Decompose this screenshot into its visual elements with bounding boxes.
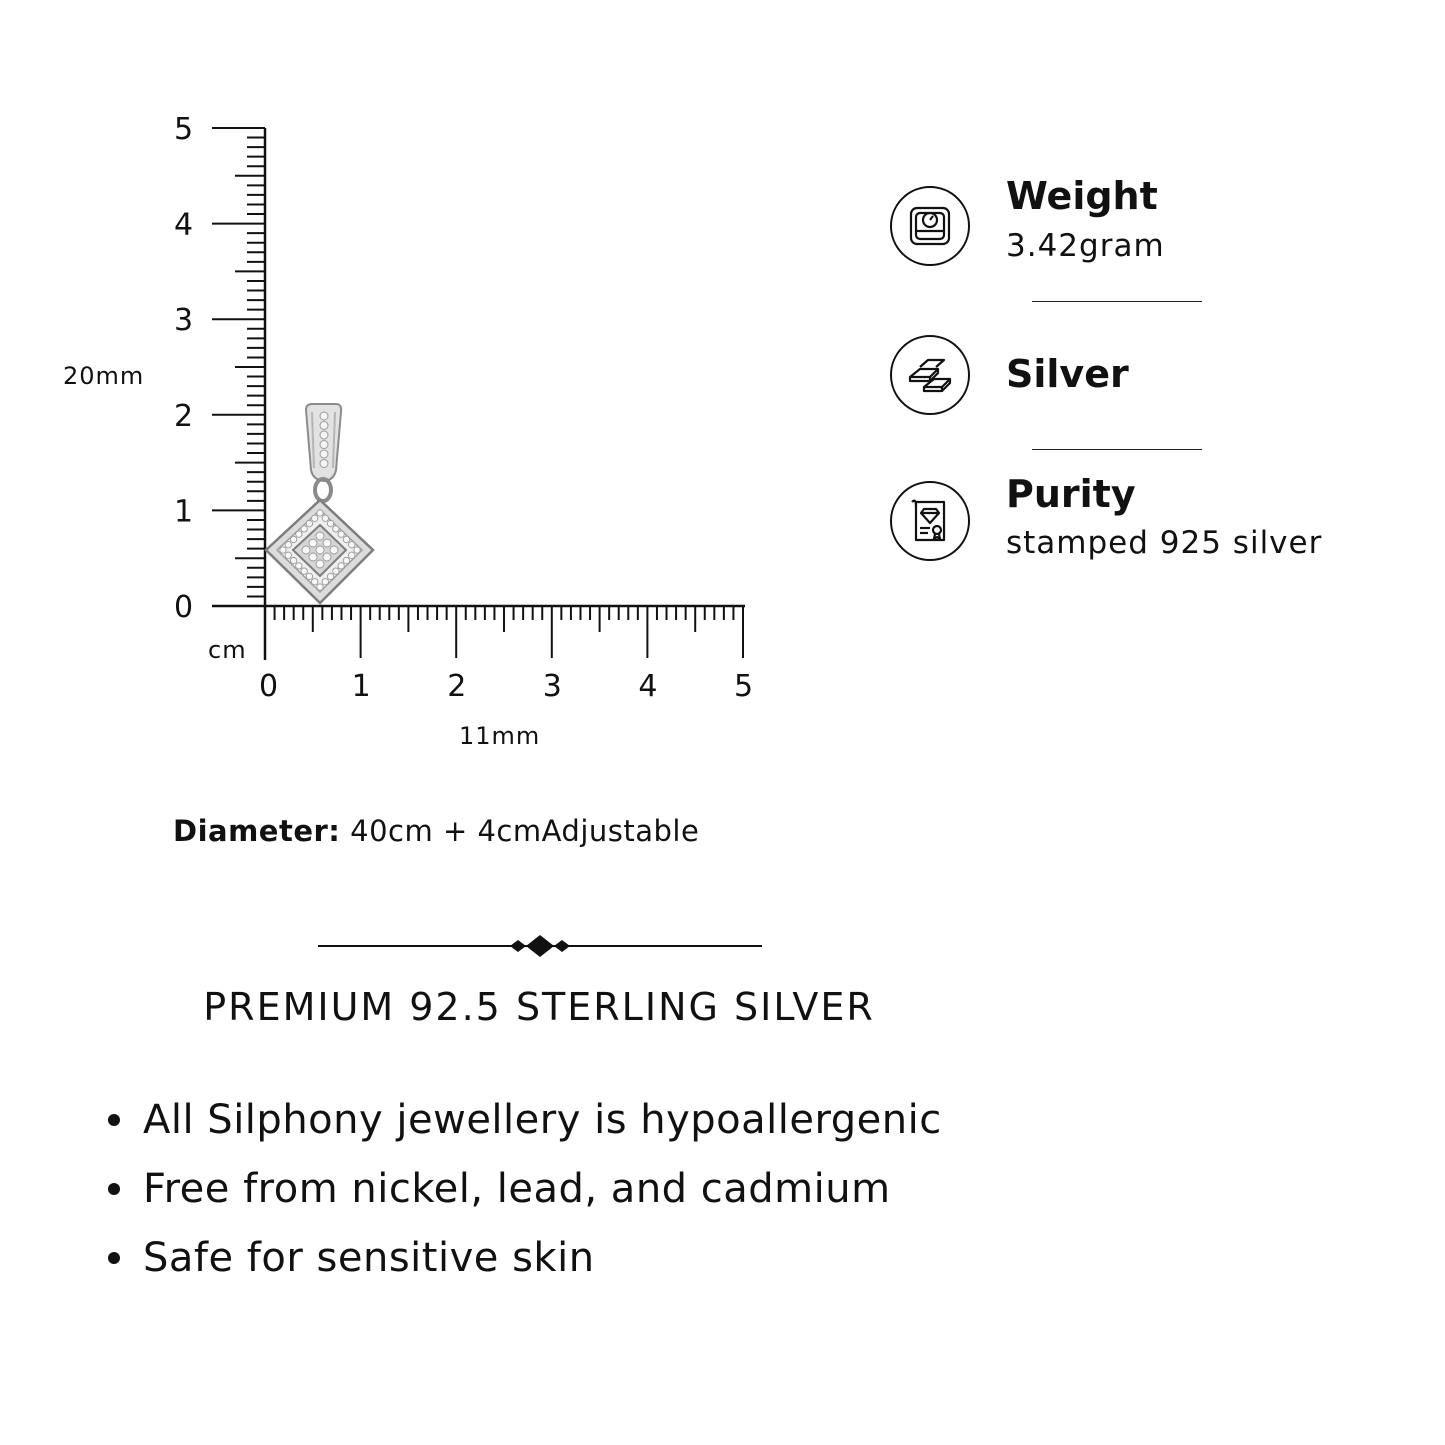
stone (333, 526, 339, 532)
stone (306, 520, 312, 526)
stone (320, 431, 328, 439)
stone (349, 552, 355, 558)
stone (354, 547, 360, 553)
stone (330, 546, 338, 554)
pendant-image (266, 404, 373, 603)
stone (333, 568, 339, 574)
stone (343, 557, 349, 563)
stone (349, 542, 355, 548)
weight-title: Weight (1006, 174, 1158, 218)
stone (290, 536, 296, 542)
stone (312, 515, 318, 521)
diameter-info (173, 814, 699, 848)
ruler-horizontal-label: 5 (734, 669, 754, 704)
bullet-icon (108, 1252, 120, 1264)
stone (320, 422, 328, 430)
ruler-vertical-label: 3 (174, 303, 194, 339)
list-item (104, 1154, 942, 1223)
ornamental-divider (318, 930, 762, 964)
stone (306, 573, 312, 579)
premium-heading: PREMIUM 92.5 STERLING SILVER (203, 985, 875, 1029)
stone (296, 531, 302, 537)
ruler-horizontal-label: 1 (351, 669, 371, 704)
diameter-value: 40cm + 4cmAdjustable (340, 814, 700, 848)
stone (296, 563, 302, 569)
stone (323, 553, 331, 561)
ruler-unit-label: cm (208, 636, 247, 664)
stone (343, 536, 349, 542)
material-title: Silver (1006, 352, 1129, 396)
feature-list (104, 1085, 942, 1292)
bullet-icon (108, 1183, 120, 1195)
stone (301, 568, 307, 574)
stone (317, 584, 323, 590)
feature-text: All Silphony jewellery is hypoallergenic (143, 1096, 942, 1143)
stone (301, 526, 307, 532)
stone (320, 412, 328, 420)
measurement-ruler (0, 0, 800, 780)
ruler-horizontal-label: 2 (447, 669, 467, 704)
stone (327, 573, 333, 579)
silver-bars-icon (890, 335, 970, 415)
ruler-vertical-label: 0 (174, 590, 194, 625)
stone (322, 515, 328, 521)
weighing-scale-icon (890, 186, 970, 266)
purity-title: Purity (1006, 472, 1136, 516)
ruler-vertical-label: 2 (174, 398, 194, 434)
stone (320, 450, 328, 458)
weight-value: 3.42gram (1006, 228, 1165, 264)
stone (317, 510, 323, 516)
ruler-horizontal-label: 0 (259, 669, 279, 704)
certificate-icon (890, 481, 970, 561)
stone (320, 441, 328, 449)
stone (309, 553, 317, 561)
stone (316, 560, 324, 568)
ruler-horizontal-label: 3 (542, 669, 562, 704)
width-label: 11mm (459, 722, 541, 750)
stone (309, 539, 317, 547)
stone (285, 552, 291, 558)
ruler-vertical-label: 4 (174, 207, 194, 243)
list-item (104, 1223, 942, 1292)
stone (290, 557, 296, 563)
stone (327, 520, 333, 526)
spec-divider (1032, 449, 1202, 450)
height-label: 20mm (63, 362, 145, 390)
stone (312, 579, 318, 585)
feature-text: Safe for sensitive skin (143, 1234, 595, 1281)
stone (316, 532, 324, 540)
purity-value: stamped 925 silver (1006, 525, 1323, 561)
feature-text: Free from nickel, lead, and cadmium (143, 1165, 891, 1212)
ruler-horizontal-label: 4 (638, 669, 658, 704)
bullet-icon (108, 1114, 120, 1126)
stone (302, 546, 310, 554)
stone (322, 579, 328, 585)
stone (338, 563, 344, 569)
stone (285, 542, 291, 548)
stone (320, 460, 328, 468)
ruler-vertical-label: 1 (174, 494, 194, 530)
diameter-label: Diameter: (173, 814, 341, 848)
list-item (104, 1085, 942, 1154)
ruler-vertical-label: 5 (174, 112, 194, 147)
stone (280, 547, 286, 553)
spec-divider (1032, 301, 1202, 302)
stone (316, 546, 324, 554)
stone (323, 539, 331, 547)
stone (338, 531, 344, 537)
